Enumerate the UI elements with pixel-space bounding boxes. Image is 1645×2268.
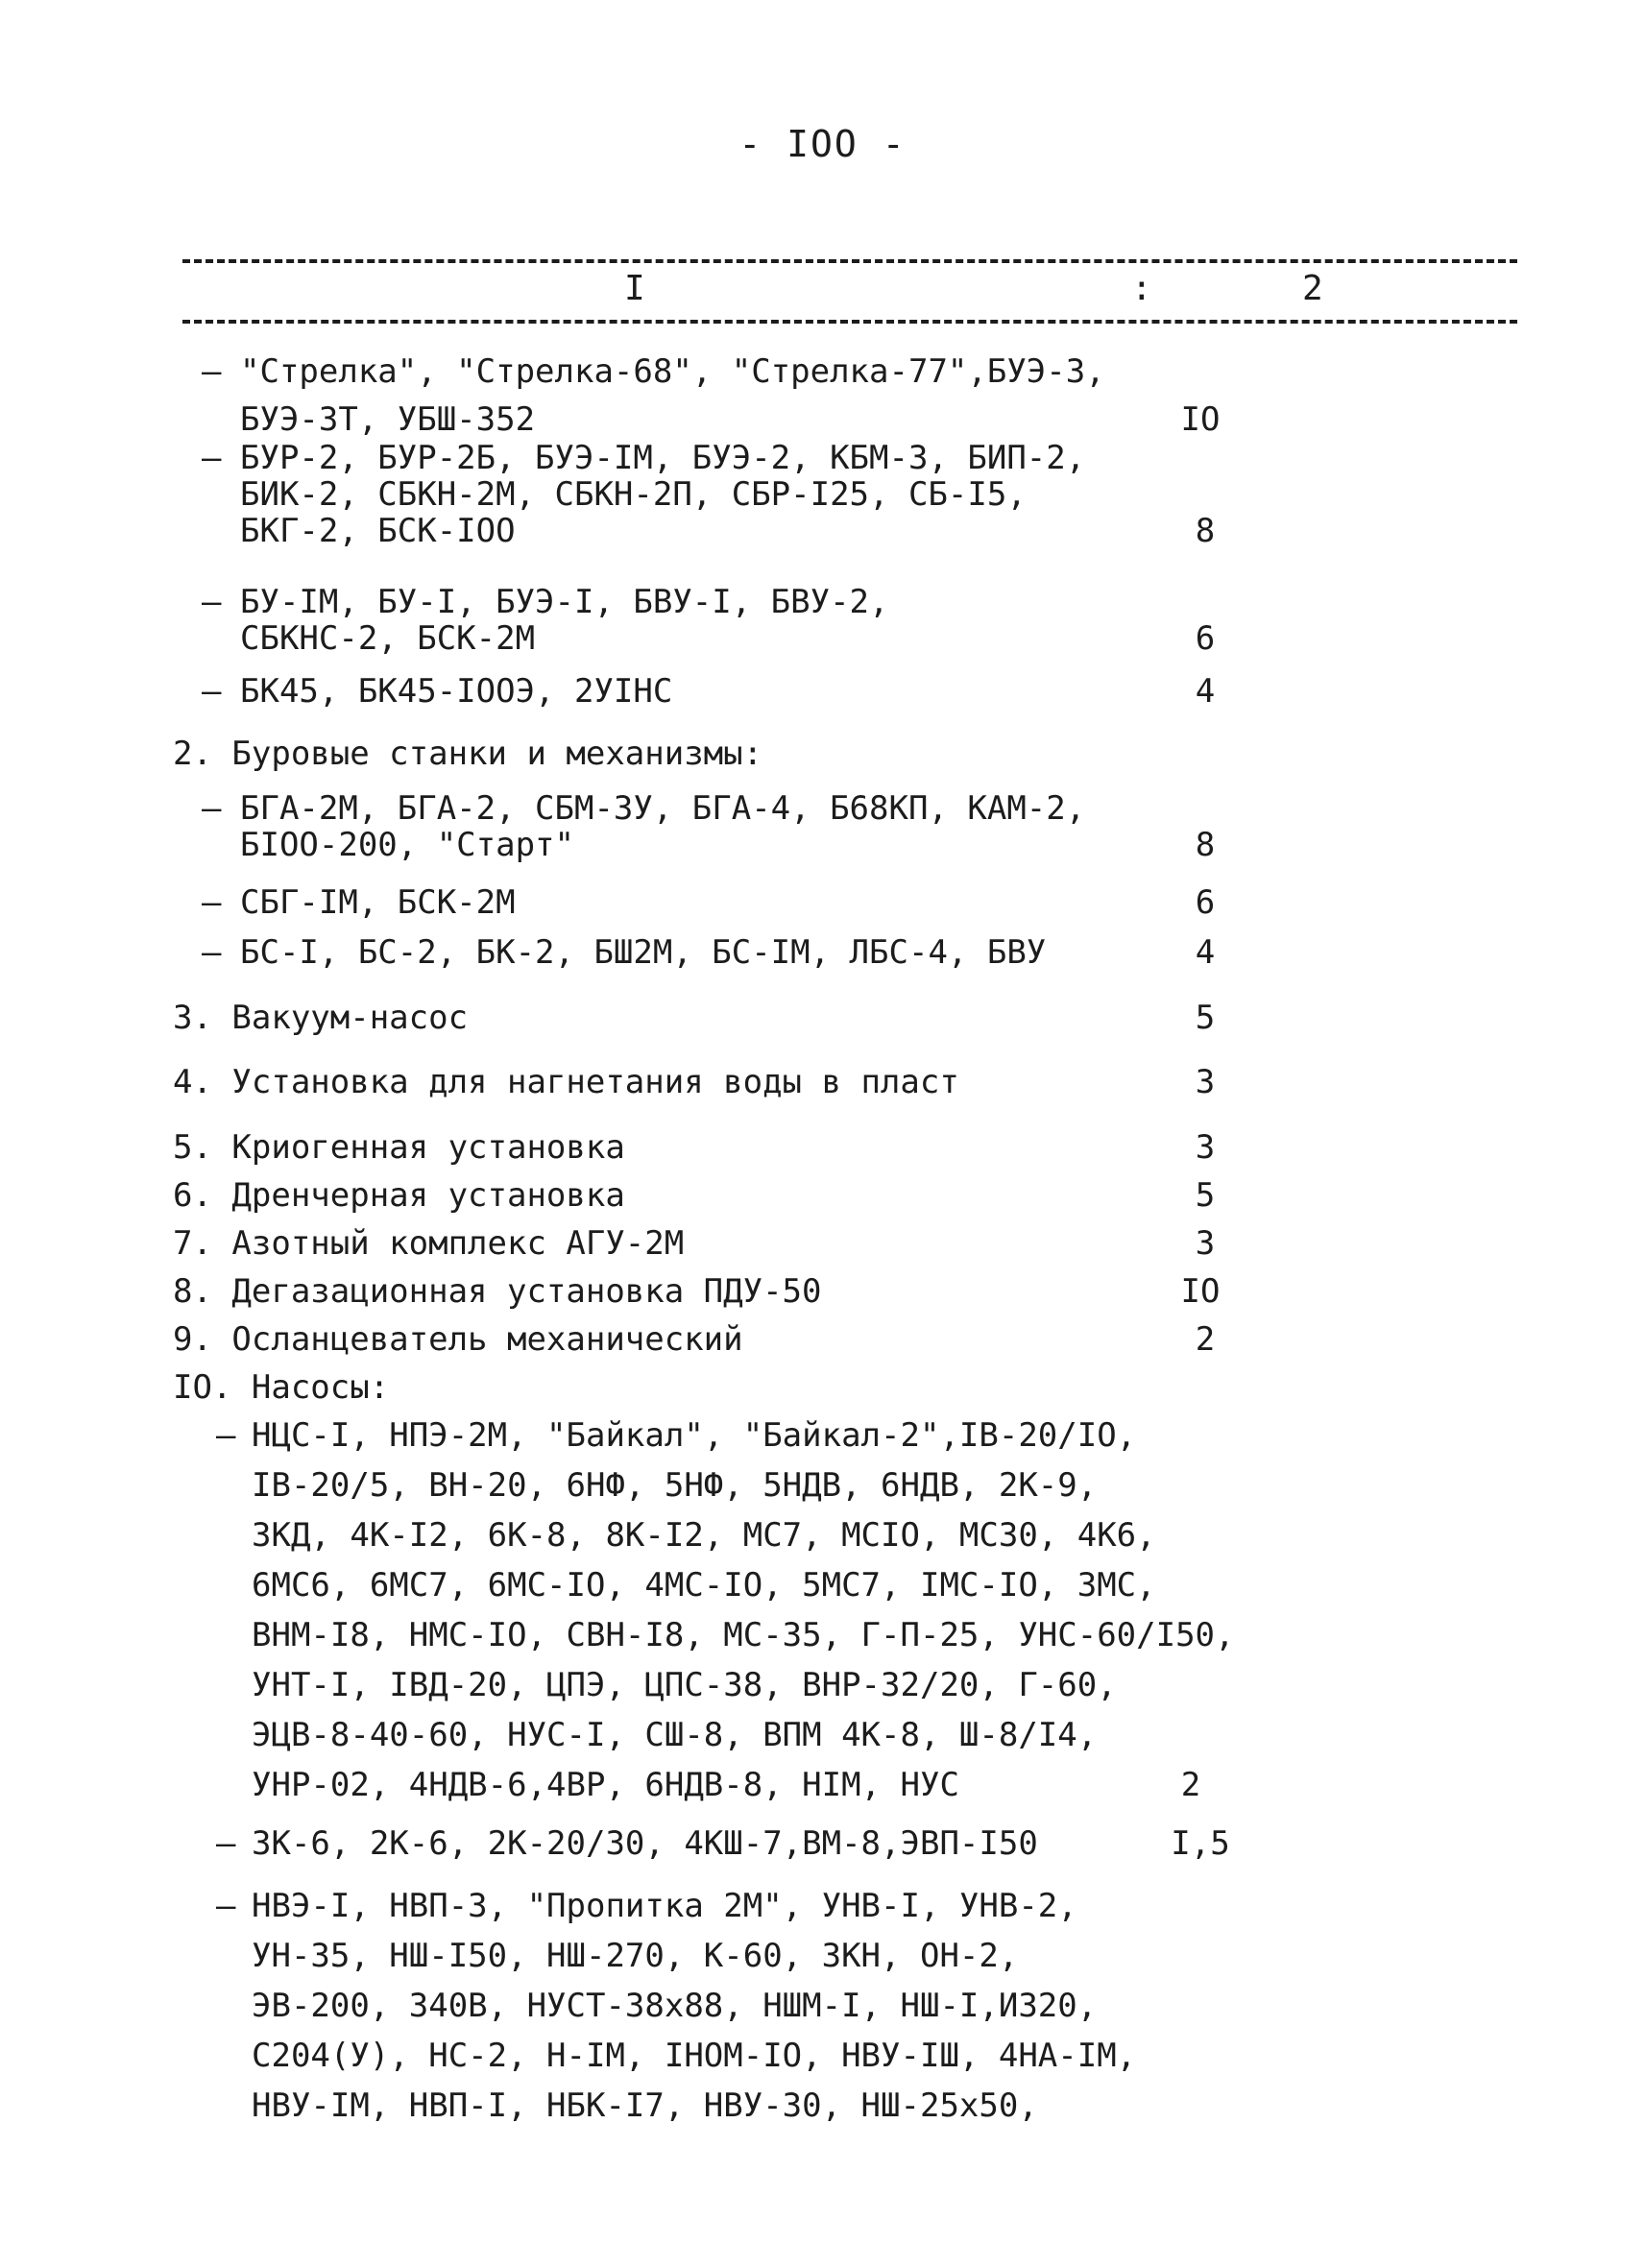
row-text-line: БГА-2М, БГА-2, СБМ-3У, БГА-4, Б68КП, КАМ-2,: [240, 789, 1086, 828]
row-text-line: БУ-IM, БУ-I, БУЭ-I, БВУ-I, БВУ-2,: [240, 583, 889, 621]
list-dash: –: [202, 933, 222, 972]
row-text-line: УНР-02, 4НДВ-6,4ВР, 6НДВ-8, НIM, НУС: [252, 1766, 959, 1804]
list-dash: –: [202, 883, 222, 922]
row-value: 6: [1195, 619, 1216, 658]
row-value: IO: [1180, 400, 1221, 439]
row-value: 8: [1195, 512, 1216, 550]
row-value: 6: [1195, 883, 1216, 922]
row-text-line: IВ-20/5, ВН-20, 6НФ, 5НФ, 5НДВ, 6НДВ, 2К-9,: [252, 1466, 1098, 1505]
row-value: 4: [1195, 672, 1216, 711]
row-value: I,5: [1171, 1824, 1230, 1863]
row-value: 2: [1180, 1766, 1201, 1804]
row-value: 2: [1195, 1320, 1216, 1359]
row-text-line: 8. Дегазационная установка ПДУ-50: [173, 1272, 822, 1311]
list-dash: –: [202, 439, 222, 477]
row-value: 3: [1195, 1063, 1216, 1101]
row-value: 3: [1195, 1128, 1216, 1167]
row-text-line: БКГ-2, БСК-IOO: [240, 512, 516, 550]
column-separator: :: [1131, 269, 1152, 308]
column-header-2: 2: [1302, 269, 1323, 308]
row-text-line: 9. Осланцеватель механический: [173, 1320, 743, 1359]
row-text-line: СБГ-IM, БСК-2М: [240, 883, 516, 922]
row-text-line: 6. Дренчерная установка: [173, 1176, 625, 1215]
list-dash: –: [216, 1887, 236, 1925]
row-text-line: "Стрелка", "Стрелка-68", "Стрелка-77",БУЭ-3,: [240, 352, 1105, 391]
list-dash: –: [202, 672, 222, 711]
row-value: 5: [1195, 999, 1216, 1037]
row-text-line: 5. Криогенная установка: [173, 1128, 625, 1167]
row-text-line: НВУ-IM, НВП-I, НБК-I7, НВУ-30, НШ-25х50,: [252, 2087, 1038, 2125]
row-text-line: БIOO-200, "Старт": [240, 826, 574, 864]
row-value: IO: [1180, 1272, 1221, 1311]
page-number: - IOO -: [738, 123, 907, 165]
row-text-line: 3. Вакуум-насос: [173, 999, 469, 1037]
row-text-line: СБКНС-2, БСК-2М: [240, 619, 536, 658]
row-text-line: БС-I, БС-2, БК-2, БШ2М, БС-IM, ЛБС-4, БВУ: [240, 933, 1047, 972]
list-dash: –: [216, 1416, 236, 1455]
row-text-line: БК45, БК45-IOOЭ, 2УIНС: [240, 672, 673, 711]
row-text-line: БУР-2, БУР-2Б, БУЭ-IM, БУЭ-2, КБМ-3, БИП-2,: [240, 439, 1086, 477]
column-header-1: I: [624, 269, 645, 308]
row-text-line: УНТ-I, IВД-20, ЦПЭ, ЦПС-38, ВНР-32/20, Г-60,: [252, 1666, 1117, 1704]
table-rule-bottom: [182, 320, 1517, 324]
row-text-line: ЭЦВ-8-40-60, НУС-I, СШ-8, ВПМ 4К-8, Ш-8/I4,: [252, 1716, 1098, 1754]
row-value: 4: [1195, 933, 1216, 972]
row-text-line: 7. Азотный комплекс АГУ-2М: [173, 1224, 685, 1263]
row-text-line: 2. Буровые станки и механизмы:: [173, 735, 763, 773]
row-text-line: 4. Установка для нагнетания воды в пласт: [173, 1063, 959, 1101]
table-rule-top: [182, 259, 1517, 263]
list-dash: –: [202, 789, 222, 828]
row-text-line: 6МС6, 6МС7, 6МС-IO, 4МС-IO, 5МС7, IМС-IO, 3МС,: [252, 1566, 1156, 1604]
row-text-line: НВЭ-I, НВП-3, "Пропитка 2М", УНВ-I, УНВ-2,: [252, 1887, 1077, 1925]
row-text-line: IO. Насосы:: [173, 1368, 390, 1407]
row-text-line: 3КД, 4К-I2, 6К-8, 8К-I2, МС7, МСIO, МС30, 4К6,: [252, 1516, 1156, 1555]
row-text-line: БУЭ-3Т, УБШ-352: [240, 400, 536, 439]
row-text-line: УН-35, НШ-I50, НШ-270, К-60, 3КН, ОН-2,: [252, 1937, 1019, 1975]
row-text-line: ВНМ-I8, НМС-IO, СВН-I8, МС-35, Г-П-25, УНС-60/I50,: [252, 1616, 1235, 1654]
row-text-line: ЭВ-200, 340В, НУСТ-38х88, НШМ-I, НШ-I,И320,: [252, 1987, 1098, 2025]
row-text-line: С204(У), НС-2, Н-IM, IНОМ-IO, НВУ-IШ, 4НА-IM,: [252, 2037, 1137, 2075]
row-value: 3: [1195, 1224, 1216, 1263]
row-text-line: БИК-2, СБКН-2М, СБКН-2П, СБР-I25, СБ-I5,: [240, 475, 1027, 514]
row-text-line: 3К-6, 2К-6, 2К-20/30, 4КШ-7,ВМ-8,ЭВП-I50: [252, 1824, 1038, 1863]
list-dash: –: [202, 352, 222, 391]
row-value: 8: [1195, 826, 1216, 864]
list-dash: –: [202, 583, 222, 621]
row-text-line: НЦС-I, НПЭ-2М, "Байкал", "Байкал-2",IВ-20/IO,: [252, 1416, 1137, 1455]
row-value: 5: [1195, 1176, 1216, 1215]
list-dash: –: [216, 1824, 236, 1863]
